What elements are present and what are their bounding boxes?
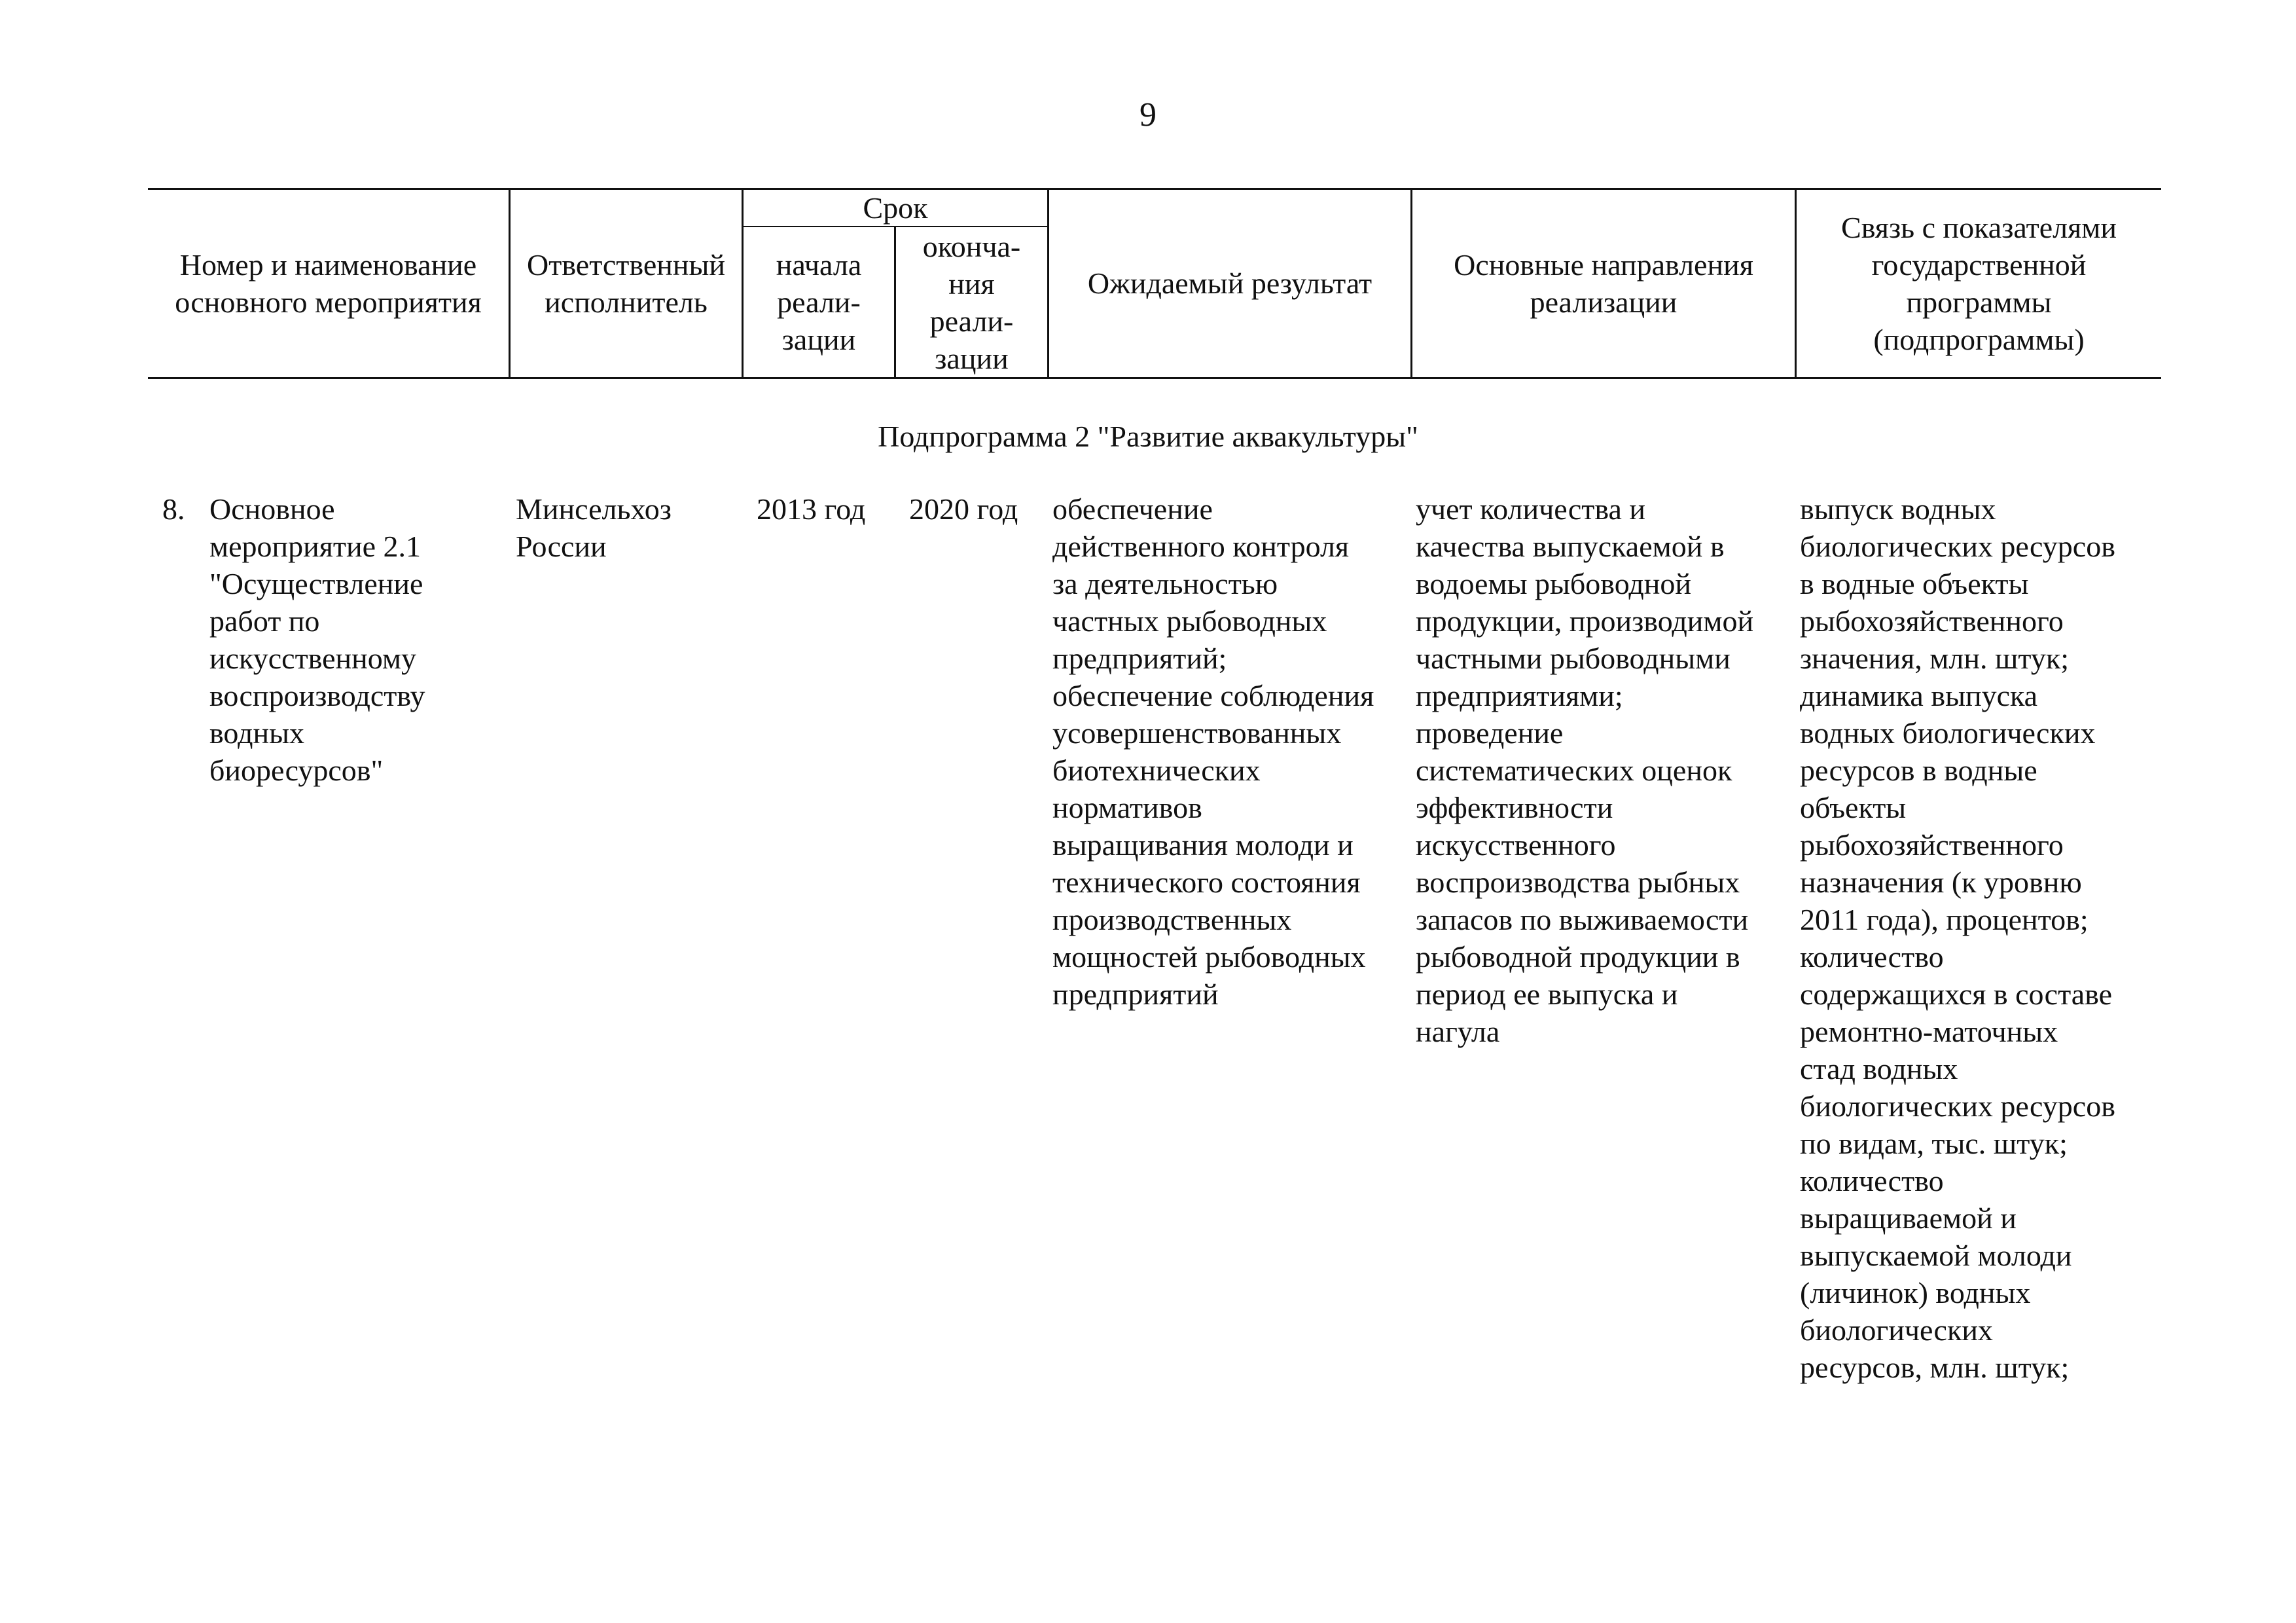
event-name: Основное мероприятие 2.1 "Осуществление работ по искусственному воспроизводству водных биоресурсов"	[209, 492, 425, 787]
executor: Минсельхоз России	[516, 492, 672, 563]
expected-result: обеспечение действенного контроля за деятельностью частных рыбоводных предприятий; обеспечение соблюдения усовершенствованных биотехнических нормативов выращивания молоди и технического состояния производственных мощностей рыбоводных предприятий	[1052, 492, 1374, 1011]
header-executor: Ответственный исполнитель	[527, 247, 725, 319]
subprogram-title: Подпрограмма 2 "Развитие аквакультуры"	[878, 420, 1418, 453]
end-year: 2020 год	[909, 492, 1018, 526]
header-bottom-rule	[148, 377, 2161, 379]
start-year: 2013 год	[757, 492, 866, 526]
header-event-name: Номер и наименование основного мероприятия	[175, 247, 482, 319]
implementation-directions: учет количества и качества выпускаемой в водоемы рыбоводной продукции, производимой частными рыбоводными предприятиями; проведение систематических оценок эффективности искусственного воспроизводства рыбных запасов по выживаемости рыбоводной продукции в период ее выпуска и нагула	[1416, 492, 1754, 1048]
row-number: 8.	[162, 492, 185, 526]
header-directions: Основные направления реализации	[1454, 247, 1753, 319]
header-indicators: Связь с показателями государственной программы (подпрограммы)	[1841, 210, 2117, 356]
header-start: начала реали- зации	[776, 248, 862, 356]
header-srok: Срок	[863, 191, 928, 225]
header-expected-result: Ожидаемый результат	[1087, 266, 1372, 300]
program-indicators: выпуск водных биологических ресурсов в водные объекты рыбохозяйственного значения, млн. штук; динамика выпуска водных биологических ресурсов в водные объекты рыбохозяйственного назначения (к уровню 2011 года), процентов; количество содержащихся в составе ремонтно-маточных стад водных биологических ресурсов по видам, тыс. штук; количество выращиваемой и выпускаемой молоди (личинок) водных биологических ресурсов, млн. штук;	[1800, 492, 2115, 1384]
page-number: 9	[1139, 96, 1157, 134]
header-end: оконча- ния реали- зации	[922, 229, 1021, 375]
